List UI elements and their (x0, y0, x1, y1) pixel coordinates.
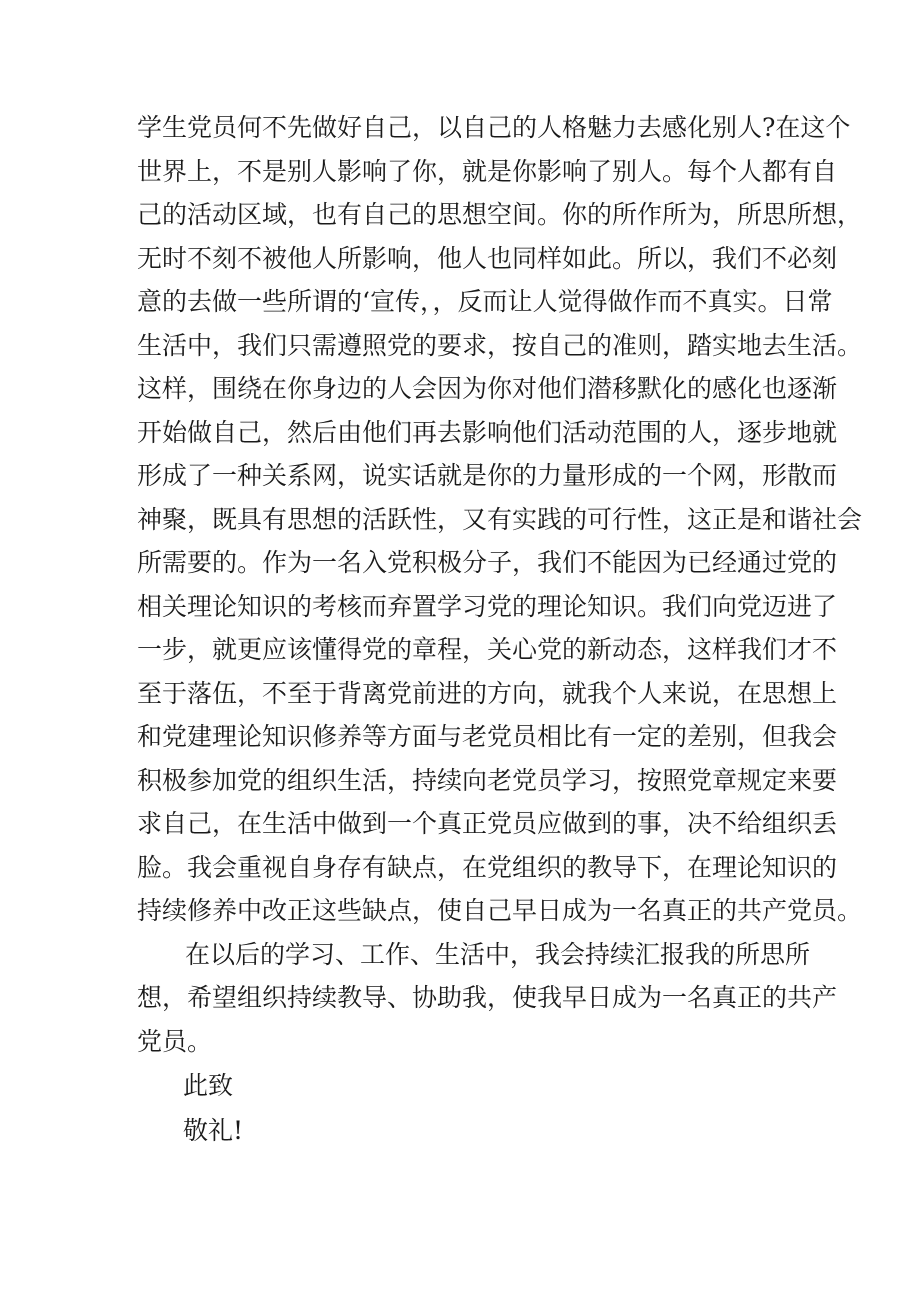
paragraph-1-line: 神聚，既具有思想的活跃性，又有实践的可行性，这正是和谐社会 (137, 505, 863, 534)
paragraph-1-line: 持续修养中改正这些缺点，使自己早日成为一名真正的共产党员。 (137, 896, 863, 925)
paragraph-2-line: 想，希望组织持续教导、协助我，使我早日成为一名真正的共产 (137, 983, 838, 1012)
paragraph-1-line: 这样，围绕在你身边的人会因为你对他们潜移默化的感化也逐渐 (137, 374, 838, 403)
paragraph-1-line: 意的去做一些所谓的‘宣传，，反而让人觉得做作而不真实。日常 (137, 287, 833, 316)
paragraph-1-line: 和党建理论知识修养等方面与老党员相比有一定的差别，但我会 (137, 722, 838, 751)
paragraph-1-line: 世界上，不是别人影响了你，就是你影响了别人。每个人都有自 (137, 157, 838, 186)
paragraph-1-line: 脸。我会重视自身存有缺点，在党组织的教导下，在理论知识的 (137, 853, 838, 882)
paragraph-1-line: 积极参加党的组织生活，持续向老党员学习，按照党章规定来要 (137, 766, 838, 795)
paragraph-1-line: 求自己，在生活中做到一个真正党员应做到的事，决不给组织丢 (137, 809, 838, 838)
paragraph-1-line: 形成了一种关系网，说实话就是你的力量形成的一个网，形散而 (137, 461, 838, 490)
paragraph-1-line: 己的活动区域，也有自己的思想空间。你的所作所为，所思所想， (137, 200, 863, 229)
closing-line-1: 此致 (183, 1071, 234, 1100)
paragraph-2-line: 在以后的学习、工作、生活中，我会持续汇报我的所思所 (185, 940, 811, 969)
paragraph-1-line: 生活中，我们只需遵照党的要求，按自己的准则，踏实地去生活。 (137, 331, 863, 360)
paragraph-1-line: 所需要的。作为一名入党积极分子，我们不能因为已经通过党的 (137, 548, 838, 577)
paragraph-1-line: 学生党员何不先做好自己，以自己的人格魅力去感化别人?在这个 (137, 113, 851, 142)
paragraph-1-line: 至于落伍，不至于背离党前进的方向，就我个人来说，在思想上 (137, 679, 838, 708)
paragraph-1-line: 一步，就更应该懂得党的章程，关心党的新动态，这样我们才不 (137, 635, 838, 664)
closing-line-2: 敬礼! (183, 1116, 244, 1145)
paragraph-1-line: 开始做自己，然后由他们再去影响他们活动范围的人，逐步地就 (137, 418, 838, 447)
paragraph-1-line: 无时不刻不被他人所影响，他人也同样如此。所以，我们不必刻 (137, 244, 838, 273)
paragraph-1-line: 相关理论知识的考核而弃置学习党的理论知识。我们向党迈进了 (137, 592, 838, 621)
paragraph-2-line: 党员。 (137, 1027, 213, 1056)
